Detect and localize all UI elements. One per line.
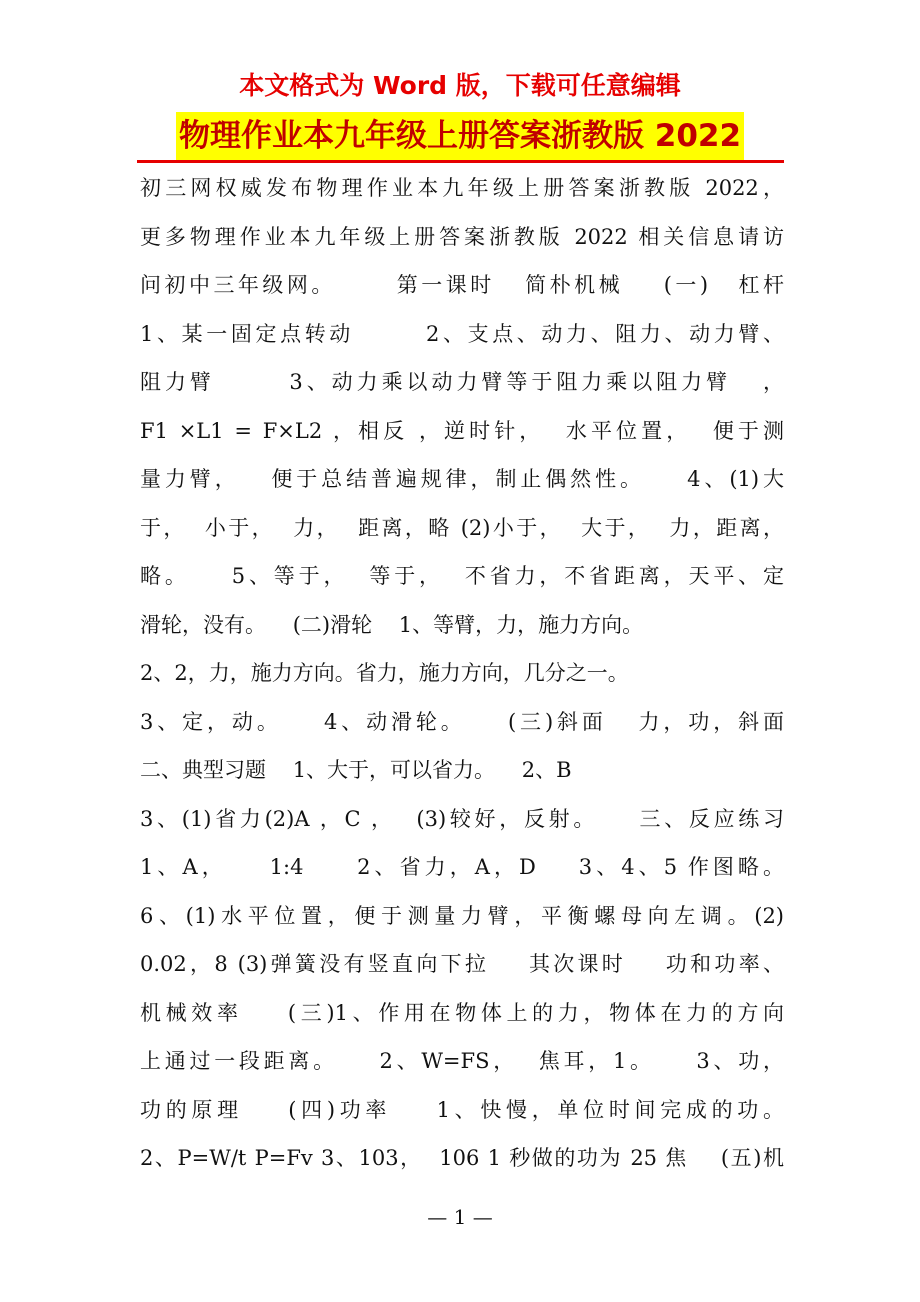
body-line: 3、定，动。 4、动滑轮。 (三)斜面 力，功，斜面 <box>140 709 784 734</box>
body-line: 初三网权威发布物理作业本九年级上册答案浙教版 2022， <box>140 176 784 200</box>
body-line: 问初中三年级网。 第一课时 简朴机械 (一) 杠杆 <box>140 273 784 297</box>
body-line: 滑轮，没有。 (二)滑轮 1、等臂，力，施力方向。 <box>140 612 644 637</box>
body-line: 2、P=W/t P=Fv 3、103， 106 1 秒做的功为 25 焦 (五)机 <box>140 1146 784 1170</box>
page-number: — 1 — <box>427 1205 493 1229</box>
body-line: 二、典型习题 1、大于，可以省力。 2、B <box>140 758 572 782</box>
body-line: F1 ×L1 = F×L2 ，相反 ，逆时针， 水平位置， 便于测 <box>140 418 784 443</box>
title-container <box>0 112 920 160</box>
body-line: 更多物理作业本九年级上册答案浙教版 2022 相关信息请访 <box>140 224 784 249</box>
format-notice: 本文格式为 Word 版，下载可任意编辑 <box>239 71 681 100</box>
body-line: 6、(1)水平位置，便于测量力臂，平衡螺母向左调。(2) <box>140 903 784 928</box>
body-line: 2、2，力，施力方向。省力，施力方向，几分之一。 <box>140 661 629 685</box>
body-line: 量力臂， 便于总结普遍规律，制止偶然性。 4、(1)大 <box>140 467 784 491</box>
body-line: 1、某一固定点转动 2、支点、动力、阻力、动力臂、 <box>140 321 784 346</box>
body-line: 1、A， 1:4 2、省力，A，D 3、4、5 作图略。 <box>140 855 784 879</box>
body-line: 机械效率 (三)1、作用在物体上的力，物体在力的方向 <box>140 1000 784 1025</box>
body-line: 功的原理 (四)功率 1、快慢，单位时间完成的功。 <box>140 1097 784 1122</box>
body-line: 3、(1)省力(2)A ，C ， (3)较好，反射。 三、反应练习 <box>140 806 784 831</box>
document-body <box>140 164 784 1183</box>
body-line: 上通过一段距离。 2、W=FS， 焦耳，1。 3、功， <box>140 1049 784 1073</box>
document-title: 物理作业本九年级上册答案浙教版 2022 <box>176 112 744 160</box>
body-line: 0.02，8 (3)弹簧没有竖直向下拉 其次课时 功和功率、 <box>140 952 784 976</box>
body-line: 阻力臂 3、动力乘以动力臂等于阻力乘以阻力臂 ， <box>140 370 784 394</box>
body-line: 略。 5、等于， 等于， 不省力，不省距离，天平、定 <box>140 564 784 588</box>
title-divider <box>137 160 784 163</box>
body-line: 于， 小于， 力， 距离，略 (2)小于， 大于， 力，距离， <box>140 515 784 540</box>
